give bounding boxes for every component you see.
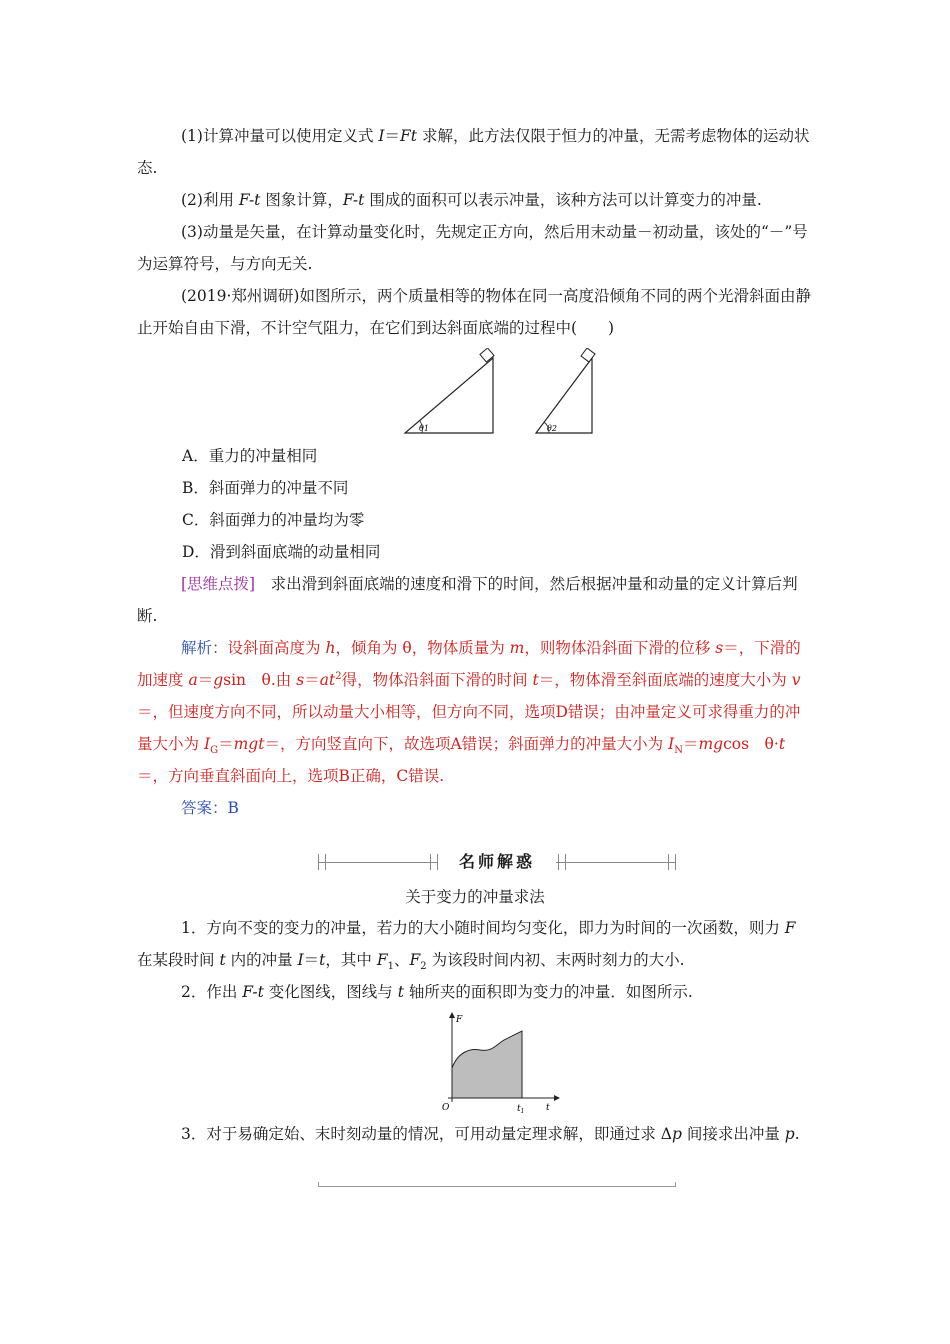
hint-tag: [思维点拨]	[181, 575, 256, 593]
graph-f-label: F	[456, 1015, 463, 1025]
analysis-paragraph: 解析：设斜面高度为 h，倾角为 θ，物体质量为 m，则物体沿斜面下滑的位移 s＝，下滑的加速度 a＝gsin θ.由 $s=at^2$得，物体沿斜面下滑的时间 t＝，物体滑至斜面底端的速度大小为 v＝，但速度方向不同，所以动量大小相等，但方向不同，选项D错误；由冲量定义可求得重力的冲量大小为 $I_G=mgt=$，方向竖直向下，故选项A错误；斜面弹力的冲量大小为 $I_N=mgcos$ θ·t＝，方向垂直斜面向上，选项B正确，C错误.	[137, 639, 801, 785]
section-item-2: 2．作出 F-t 变化图线，图线与 t 轴所夹的面积即为变力的冲量．如图所示.	[181, 983, 693, 1001]
intro-paragraph-2: (2)利用 F-t 图象计算，F-t 围成的面积可以表示冲量，该种方法可以计算变力的冲量.	[181, 191, 762, 209]
y-axis-arrow	[449, 1012, 455, 1018]
section-subtitle: 关于变力的冲量求法	[405, 888, 545, 906]
x-axis-arrow	[554, 1095, 560, 1101]
incline-1	[405, 358, 493, 433]
incline-2	[536, 358, 592, 433]
section-item-3: 3．对于易确定始、末时刻动量的情况，可用动量定理求解，即通过求 Δp 间接求出冲量 p.	[181, 1125, 800, 1143]
banner-tick-left	[318, 854, 326, 870]
force-time-graph	[436, 1010, 566, 1116]
intro-paragraph-1: (1)计算冲量可以使用定义式 I＝Ft 求解，此方法仅限于恒力的冲量，无需考虑物体的运动状态.	[137, 127, 810, 177]
section-bottom-border	[318, 1186, 676, 1187]
answer: 答案：B	[181, 799, 239, 817]
theta-2-label: θ2	[547, 424, 557, 433]
graph-t1-label: $t_1$	[517, 1104, 525, 1115]
theta-1-label: θ1	[419, 424, 429, 433]
section-banner	[318, 848, 676, 876]
banner-label: 名师解惑	[438, 848, 556, 876]
option-d: D．滑到斜面底端的动量相同	[182, 543, 381, 561]
option-a: A．重力的冲量相同	[182, 447, 318, 465]
intro-paragraph-3: (3)动量是矢量，在计算动量变化时，先规定正方向，然后用末动量－初动量，该处的“－”号为运算符号，与方向无关.	[137, 223, 808, 273]
question-stem: (2019·郑州调研)如图所示，两个质量相等的物体在同一高度沿倾角不同的两个光滑斜面由静止开始自由下滑，不计空气阻力，在它们到达斜面底端的过程中( )	[137, 287, 811, 337]
banner-tick-inner-right	[558, 854, 566, 870]
shaded-area	[452, 1031, 522, 1098]
block-2	[581, 348, 595, 362]
option-c: C．斜面弹力的冲量均为零	[182, 511, 365, 529]
block-1	[480, 348, 494, 362]
section-item-1: 1．方向不变的变力的冲量，若力的大小随时间均匀变化，即力为时间的一次函数，则力 F 在某段时间 t 内的冲量 I＝t，其中 $F_1$、$F_2$ 为该段时间内初、末两时刻力的大小.	[137, 919, 796, 973]
incline-figure	[400, 348, 600, 438]
graph-origin-label: O	[442, 1103, 450, 1113]
hint-paragraph: [思维点拨] 求出滑到斜面底端的速度和滑下的时间，然后根据冲量和动量的定义计算后判断.	[137, 575, 798, 625]
graph-t-label: t	[546, 1103, 550, 1113]
analysis-label: 解析：	[181, 639, 228, 657]
option-b: B．斜面弹力的冲量不同	[182, 479, 349, 497]
banner-tick-inner-left	[430, 854, 438, 870]
banner-tick-right	[668, 854, 676, 870]
